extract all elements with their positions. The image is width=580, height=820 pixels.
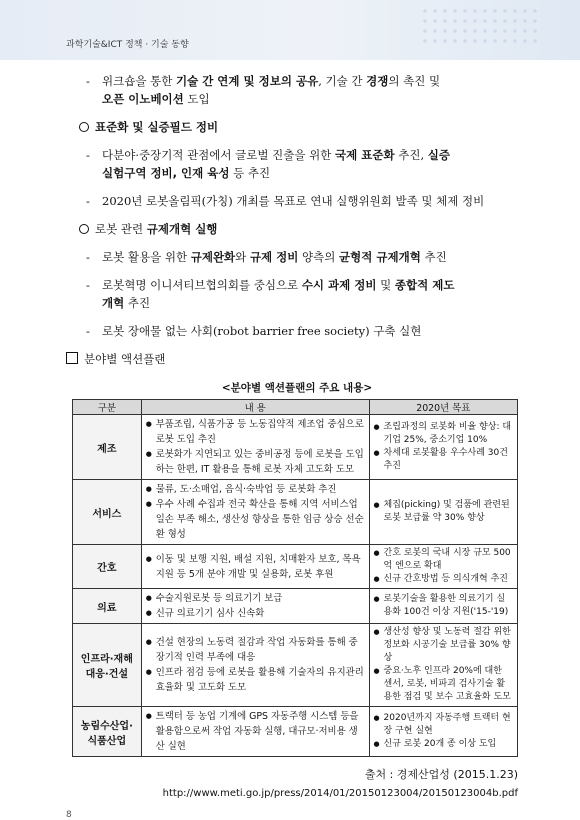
section-action-plan: 분야별 액션플랜 (66, 350, 522, 368)
row-content (141, 480, 369, 545)
table-body (73, 415, 518, 757)
row-goal (369, 707, 517, 757)
row-content (141, 589, 369, 624)
content-item: ● 우수 사례 수집과 전국 확산을 통해 지역 서비스업 일손 부족 해소, 생산성 향상을 통한 임금 상승 선순환 형성 (146, 497, 365, 542)
row-content (141, 624, 369, 707)
header-decoration (420, 6, 540, 46)
row-goal (369, 480, 517, 545)
goal-item: ● 간호 로봇의 국내 시장 규모 500억 엔으로 확대 (374, 547, 513, 573)
goal-item: ● 생산성 향상 및 노동력 절감 위한 정보화 시공기술 보급률 30% 향상 (374, 626, 513, 665)
table-title: <분야별 액션플랜의 주요 내용> (221, 382, 373, 394)
row-content (141, 545, 369, 589)
goal-item: ● 차세대 로봇활용 우수사례 30건 추진 (374, 447, 513, 473)
goal-item: ● 신규 로봇 20개 종 이상 도입 (374, 738, 513, 751)
page-number: 8 (66, 810, 72, 820)
table-row (73, 480, 518, 545)
header-band (0, 0, 580, 60)
bullet-initiative: - 로봇혁명 이니셔티브협의회를 중심으로 수시 과제 정비 및 종합적 제도 개혁 추진 (86, 276, 522, 312)
goal-item: ● 체집(picking) 및 검품에 관련된 로봇 보급률 약 30% 향상 (374, 499, 513, 525)
content-item: ● 건설 현장의 노동력 절감과 작업 자동화를 통해 중장기적 인력 부족에 대응 (146, 635, 365, 665)
row-category: 서비스 (73, 480, 142, 545)
header-category: 구분 (73, 400, 142, 415)
row-content (141, 415, 369, 480)
table-row (73, 545, 518, 589)
header-goal: 2020년 목표 (369, 400, 517, 415)
row-content (141, 707, 369, 757)
row-category: 간호 (73, 545, 142, 589)
goal-item: ● 조립과정의 로봇화 비율 향상: 대기업 25%, 중소기업 10% (374, 421, 513, 447)
content-item: ● 물류, 도·소매업, 음식·숙박업 등 로봇화 추진 (146, 482, 365, 497)
bullet-workshop: - 위크숍을 통한 기술 간 연계 및 정보의 공유, 기술 간 경쟁의 촉진 및 오픈 이노베이션 도입 (86, 72, 522, 108)
row-goal (369, 415, 517, 480)
row-goal (369, 589, 517, 624)
bullet-barrier-free: - 로봇 장애물 없는 사회(robot barrier free society) 구축 실현 (86, 322, 522, 340)
row-category: 제조 (73, 415, 142, 480)
row-category: 의료 (73, 589, 142, 624)
table-header-row (73, 400, 518, 415)
row-category: 인프라·재해 대응·건설 (73, 624, 142, 707)
content-item: ● 수술지원로봇 등 의료기기 보급 (146, 591, 365, 606)
row-goal (369, 624, 517, 707)
action-plan-table (72, 399, 518, 757)
row-category: 농림수산업·식품산업 (73, 707, 142, 757)
table-row (73, 589, 518, 624)
bullet-intl-standard: - 다분야·중장기적 관점에서 글로벌 진출을 위한 국제 표준화 추진, 실증 실험구역 정비, 인재 육성 등 추진 (86, 146, 522, 182)
content-item: ● 로봇화가 지연되고 있는 중비공정 등에 로봇을 도입하는 한편, IT 활용을 통해 로봇 자체 고도화 도모 (146, 447, 365, 477)
goal-item: ● 신규 간호방법 등 의식개혁 추진 (374, 573, 513, 586)
header-content: 내 용 (141, 400, 369, 415)
heading-regulation: 로봇 관련 규제개혁 실행 (78, 220, 522, 238)
goal-item: ● 중요·노후 인프라 20%에 대한 센서, 로봇, 비파괴 검사기술 활용한 점검 및 보수 고효율화 도모 (374, 665, 513, 704)
content-item: ● 인프라 점검 등에 로봇을 활용해 기술자의 유지관리 효율화 및 고도화 도모 (146, 665, 365, 695)
bullet-deregulation: - 로봇 활용을 위한 규제완화와 규제 정비 양측의 균형적 규제개혁 추진 (86, 248, 522, 266)
content-item: ● 트랙터 등 농업 기계에 GPS 자동주행 시스템 등을 활용함으로써 작업 자동화 실행, 대규모·저비용 생산 실현 (146, 709, 365, 754)
content-item: ● 이동 및 보행 지원, 배설 지원, 치매환자 보호, 목욕 지원 등 5개 분야 개발 및 실용화, 로봇 후원 (146, 552, 365, 582)
goal-item: ● 로봇기술을 활용한 의료기기 실용화 100건 이상 지원('15-'19) (374, 593, 513, 619)
bullet-robot-olympics: - 2020년 로봇올림픽(가칭) 개최를 목표로 연내 실행위원회 발족 및 체제 정비 (86, 192, 522, 210)
table-row (73, 415, 518, 480)
content-item: ● 신규 의료기기 심사 신속화 (146, 606, 365, 621)
row-goal (369, 545, 517, 589)
heading-standardization: 표준화 및 실증필드 정비 (78, 118, 522, 136)
body-content (72, 72, 522, 757)
header-title: 과학기술&ICT 정책 · 기술 동향 (66, 40, 189, 50)
content-item: ● 부품조립, 식품가공 등 노동집약적 제조업 중심으로 로봇 도입 추진 (146, 417, 365, 447)
table-row (73, 707, 518, 757)
table-row (73, 624, 518, 707)
goal-item: ● 2020년까지 자동주행 트랙터 현장 구현 실현 (374, 712, 513, 738)
source-url: http://www.meti.go.jp/press/2014/01/20150123004/20150123004b.pdf (162, 788, 518, 799)
source-citation: 출처 : 경제산업성 (2015.1.23) (364, 768, 518, 781)
